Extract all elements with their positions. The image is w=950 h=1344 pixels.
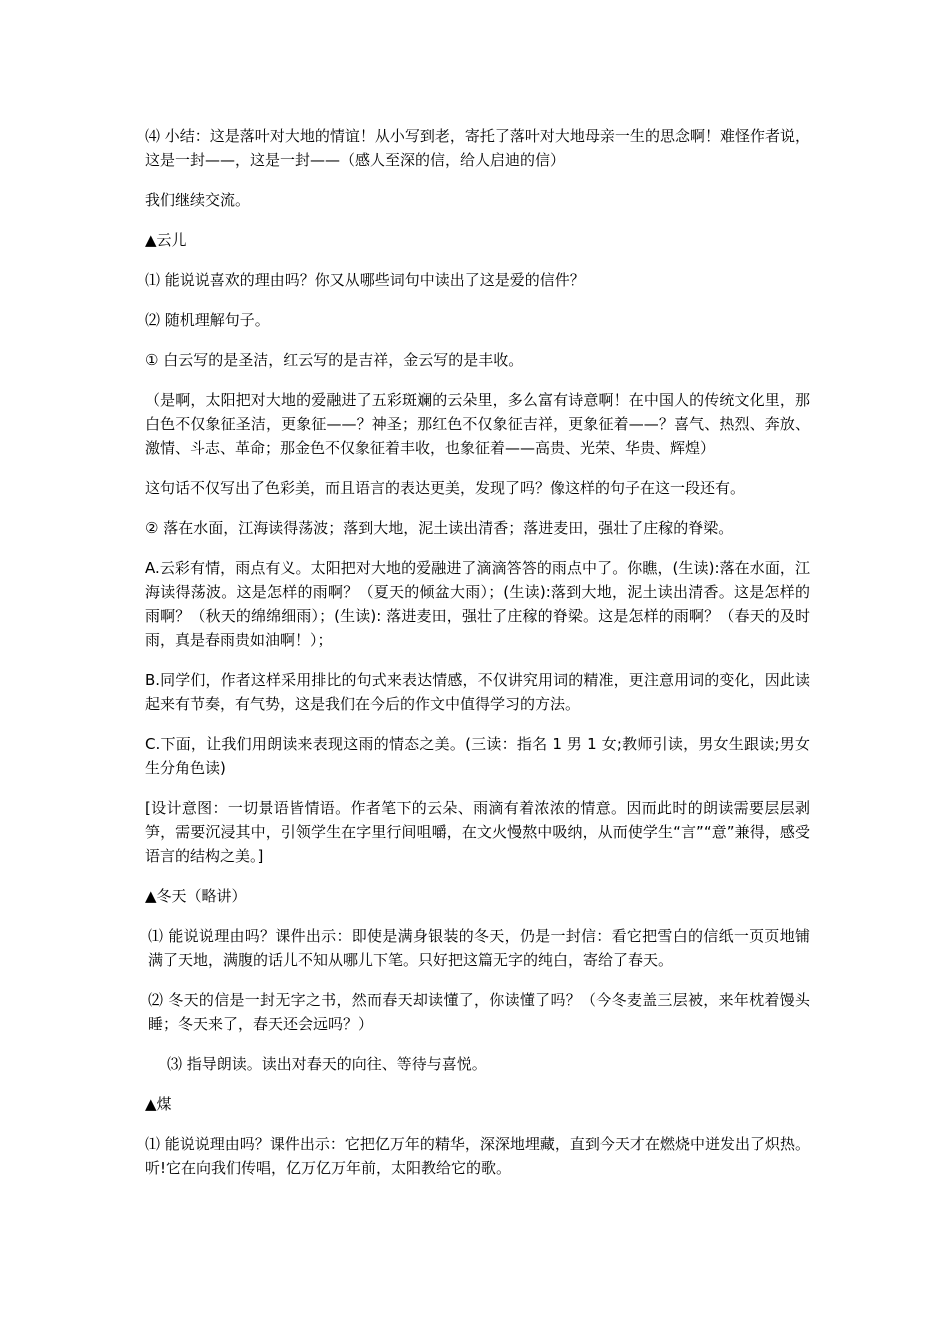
paragraph-clouds-q2: ⑵ 随机理解句子。 xyxy=(145,311,270,329)
document-page xyxy=(145,124,810,1196)
paragraph-rain-c: C.下面，让我们用朗读来表现这雨的情态之美。(三读：指名 1 男 1 女;教师引读，男女生跟读;男女生分角色读) xyxy=(145,735,810,777)
paragraph-winter-q1: ⑴ 能说说理由吗？课件出示：即使是满身银装的冬天，仍是一封信：看它把雪白的信纸一页页地铺满了天地，满腹的话儿不知从哪儿下笔。只好把这篇无字的纯白，寄给了春天。 xyxy=(148,927,810,969)
section-heading-winter: ▲冬天（略讲） xyxy=(145,887,247,905)
paragraph-rain-a: A.云彩有情，雨点有义。太阳把对大地的爱融进了滴滴答答的雨点中了。你瞧，(生读):落在水面，江海读得荡波。这是怎样的雨啊？（夏天的倾盆大雨）；(生读):落到大地，泥土读出清香。这是怎样的雨啊？（秋天的绵绵细雨）；(生读): 落进麦田，强壮了庄稼的脊梁。这是怎样的雨啊？（春天的及时雨，真是春雨贵如油啊！）； xyxy=(145,559,810,649)
paragraph-clouds-language: 这句话不仅写出了色彩美，而且语言的表达更美，发现了吗？像这样的句子在这一段还有。 xyxy=(145,479,746,497)
paragraph-clouds-q1: ⑴ 能说说喜欢的理由吗？你又从哪些词句中读出了这是爱的信件？ xyxy=(145,271,585,289)
paragraph-clouds-sentence2: ② 落在水面，江海读得荡波；落到大地，泥土读出清香；落进麦田，强壮了庄稼的脊梁。 xyxy=(145,519,734,537)
paragraph-winter-q3: ⑶ 指导朗读。读出对春天的向往、等待与喜悦。 xyxy=(167,1055,487,1073)
section-heading-clouds: ▲云儿 xyxy=(145,231,187,249)
paragraph-coal-q1: ⑴ 能说说理由吗？课件出示：它把亿万年的精华，深深地埋藏，直到今天才在燃烧中迸发出了炽热。听!它在向我们传唱，亿万亿万年前，太阳教给它的歌。 xyxy=(145,1135,810,1177)
section-heading-coal: ▲煤 xyxy=(145,1095,172,1113)
paragraph-design-intent: [设计意图：一切景语皆情语。作者笔下的云朵、雨滴有着浓浓的情意。因而此时的朗读需要层层剥笋，需要沉浸其中，引领学生在字里行间咀嚼，在文火慢熬中吸纳，从而使学生“言”“意”兼得，感受语言的结构之美。] xyxy=(145,799,810,865)
paragraph-summary: ⑷ 小结：这是落叶对大地的情谊！从小写到老，寄托了落叶对大地母亲一生的思念啊！难怪作者说，这是一封——，这是一封——（感人至深的信，给人启迪的信） xyxy=(145,127,810,169)
paragraph-clouds-explanation: （是啊，太阳把对大地的爱融进了五彩斑斓的云朵里，多么富有诗意啊！在中国人的传统文化里，那白色不仅象征圣洁，更象征——？神圣；那红色不仅象征吉祥，更象征着——？喜气、热烈、奔放、激情、斗志、革命；那金色不仅象征着丰收，也象征着——高贵、光荣、华贵、辉煌） xyxy=(145,391,810,457)
paragraph-winter-q2: ⑵ 冬天的信是一封无字之书，然而春天却读懂了，你读懂了吗？（今冬麦盖三层被，来年枕着馒头睡；冬天来了，春天还会远吗？） xyxy=(148,991,810,1033)
paragraph-rain-b: B.同学们，作者这样采用排比的句式来表达情感，不仅讲究用词的精准，更注意用词的变化，因此读起来有节奏，有气势，这是我们在今后的作文中值得学习的方法。 xyxy=(145,671,810,713)
paragraph-clouds-sentence1: ① 白云写的是圣洁，红云写的是吉祥，金云写的是丰收。 xyxy=(145,351,524,369)
paragraph-continue: 我们继续交流。 xyxy=(145,191,251,209)
